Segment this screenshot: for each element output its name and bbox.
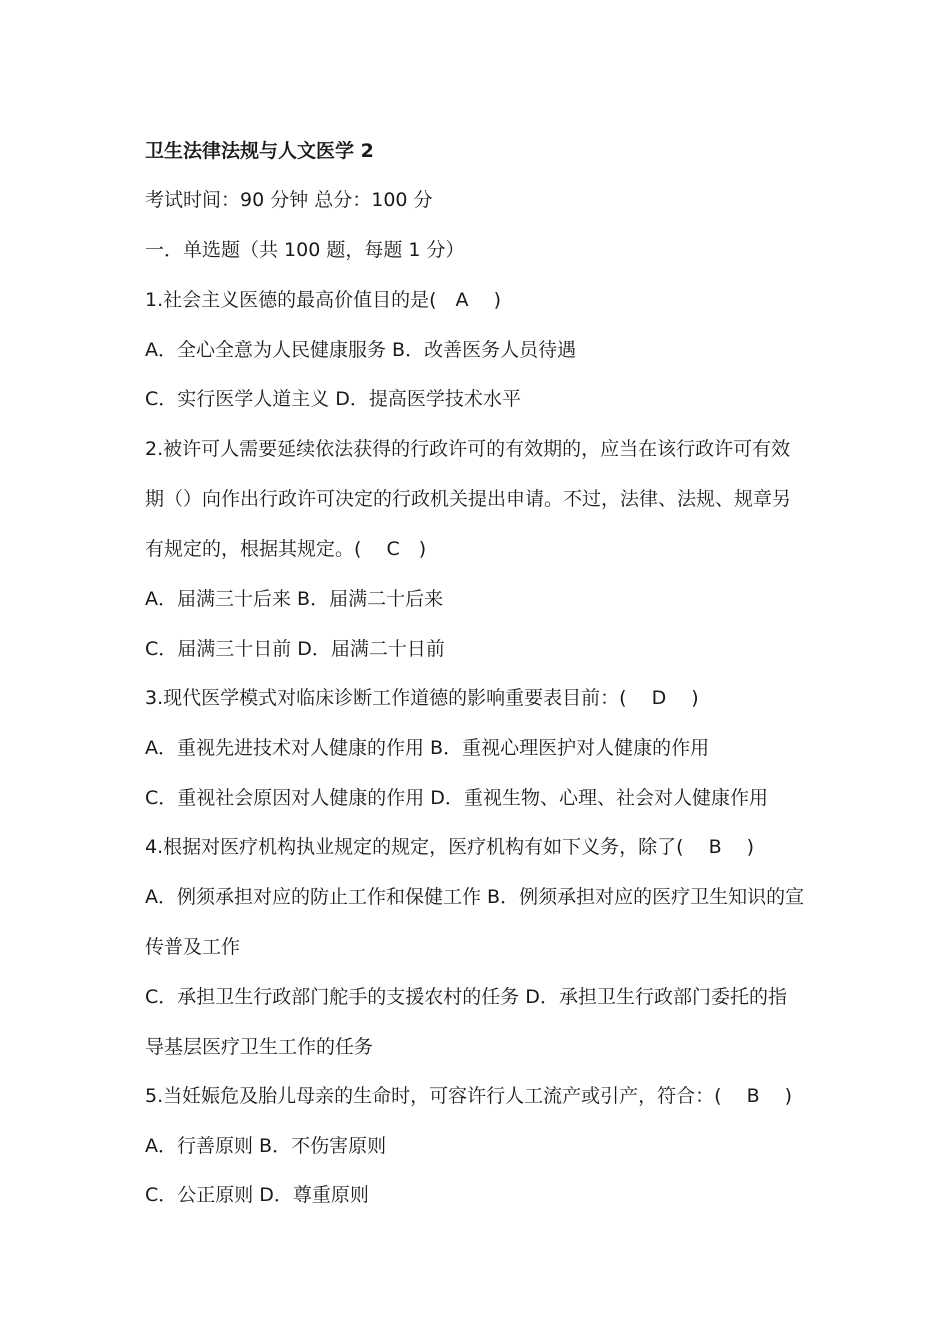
exam-info: 考试时间：90 分钟 总分：100 分 [145,189,433,211]
question-3-options-cd: C．重视社会原因对人健康的作用 D．重视生物、心理、社会对人健康作用 [145,787,768,809]
question-1: 1.社会主义医德的最高价值目的是( A ) [145,289,501,311]
question-4-options-cd-line-2: 导基层医疗卫生工作的任务 [145,1036,374,1058]
question-3-options-ab: A．重视先进技术对人健康的作用 B．重视心理医护对人健康的作用 [145,737,710,759]
question-2-line-1: 2.被许可人需要延续依法获得的行政许可的有效期的，应当在该行政许可有效 [145,438,791,460]
question-4-options-ab-line-2: 传普及工作 [145,936,241,958]
question-2-line-3: 有规定的，根据其规定。( C ) [145,538,427,560]
section-heading: 一．单选题（共 100 题，每题 1 分） [145,239,465,261]
question-5-options-ab: A．行善原则 B．不伤害原则 [145,1135,387,1157]
question-2-options-cd: C．届满三十日前 D．届满二十日前 [145,638,445,660]
question-5-options-cd: C．公正原则 D．尊重原则 [145,1184,369,1206]
question-3: 3.现代医学模式对临床诊断工作道德的影响重要表目前：( D ) [145,687,699,709]
document-title: 卫生法律法规与人文医学 2 [145,140,374,162]
question-1-options-ab: A．全心全意为人民健康服务 B．改善医务人员待遇 [145,339,577,361]
question-4-options-cd-line-1: C．承担卫生行政部门舵手的支援农村的任务 D．承担卫生行政部门委托的指 [145,986,787,1008]
question-5: 5.当妊娠危及胎儿母亲的生命时，可容许行人工流产或引产，符合：( B ) [145,1085,793,1107]
question-2-line-2: 期（）向作出行政许可决定的行政机关提出申请。不过，法律、法规、规章另 [145,488,792,510]
question-2-options-ab: A．届满三十后来 B．届满二十后来 [145,588,444,610]
question-4: 4.根据对医疗机构执业规定的规定，医疗机构有如下义务，除了( B ) [145,836,755,858]
question-1-options-cd: C．实行医学人道主义 D．提高医学技术水平 [145,388,521,410]
question-4-options-ab-line-1: A．例须承担对应的防止工作和保健工作 B．例须承担对应的医疗卫生知识的宣 [145,886,805,908]
